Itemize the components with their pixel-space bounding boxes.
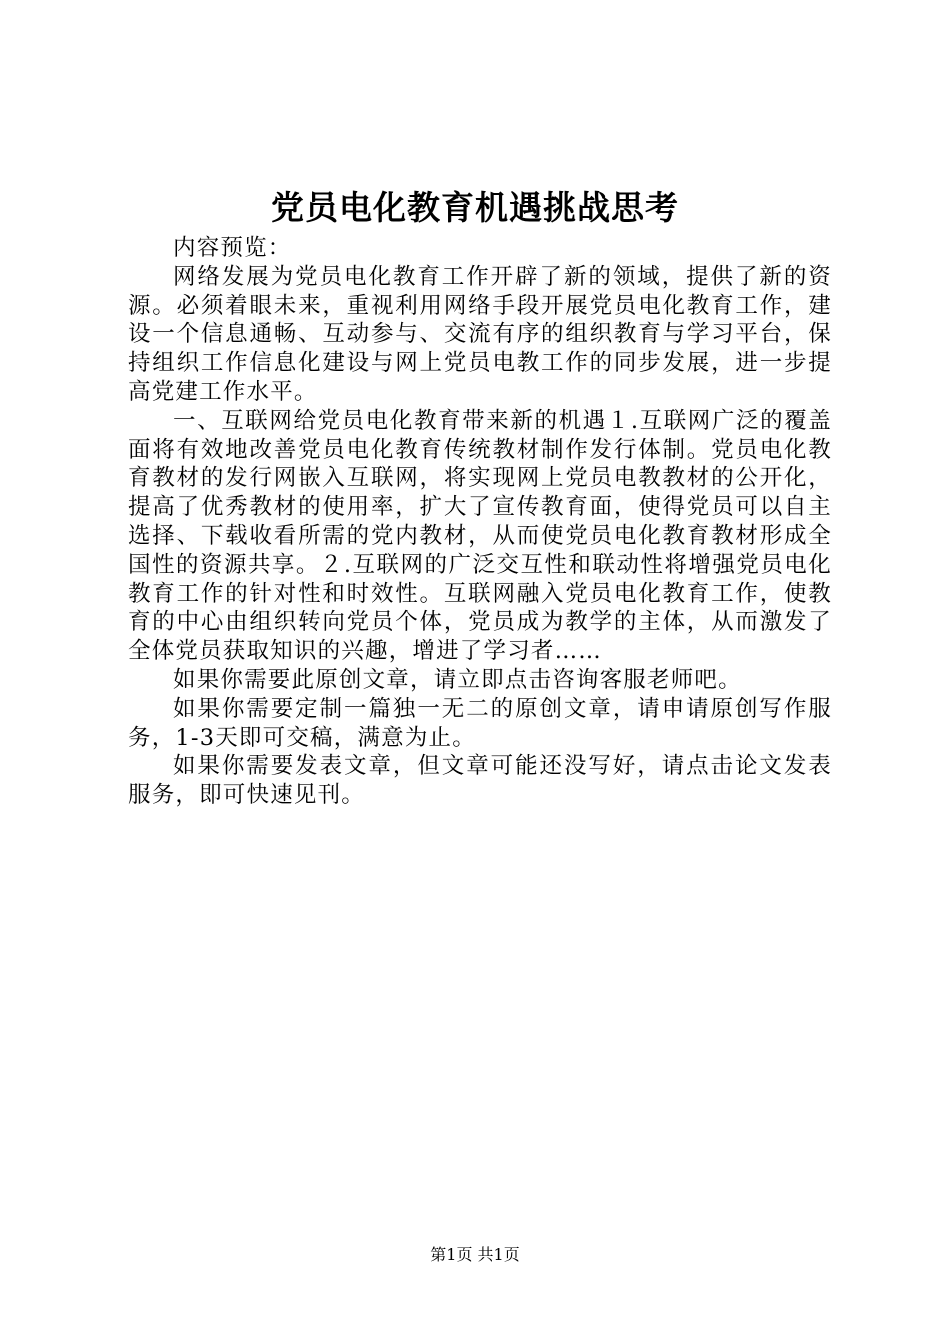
promo-paragraph-custom: 如果你需要定制一篇独一无二的原创文章，请申请原创写作服务，1-3天即可交稿，满意为止。 bbox=[128, 695, 832, 751]
preview-label: 内容预览： bbox=[173, 235, 292, 261]
body-paragraph: 网络发展为党员电化教育工作开辟了新的领域，提供了新的资源。必须着眼未来，重视利用网络手段开展党员电化教育工作，建设一个信息通畅、互动参与、交流有序的组织教育与学习平台，保持组织工作信息化建设与网上党员电教工作的同步发展，进一步提高党建工作水平。 bbox=[128, 263, 832, 405]
document-body bbox=[128, 234, 832, 810]
body-paragraph: 一、互联网给党员电化教育带来新的机遇１.互联网广泛的覆盖面将有效地改善党员电化教育传统教材制作发行体制。党员电化教育教材的发行网嵌入互联网，将实现网上党员电教教材的公开化，提高了优秀教材的使用率，扩大了宣传教育面，使得党员可以自主选择、下载收看所需的党内教材，从而使党员电化教育教材形成全国性的资源共享。２.互联网的广泛交互性和联动性将增强党员电化教育工作的针对性和时效性。互联网融入党员电化教育工作，使教育的中心由组织转向党员个体，党员成为教学的主体，从而激发了全体党员获取知识的兴趣，增进了学习者…… bbox=[128, 407, 832, 665]
document-title: 党员电化教育机遇挑战思考 bbox=[271, 188, 679, 227]
promo-paragraph-consult: 如果你需要此原创文章，请立即点击咨询客服老师吧。 bbox=[173, 666, 742, 693]
promo-paragraph-publish: 如果你需要发表文章，但文章可能还没写好，请点击论文发表服务，即可快速见刊。 bbox=[128, 753, 832, 809]
page-footer: 第1页 共1页 bbox=[430, 1245, 520, 1264]
